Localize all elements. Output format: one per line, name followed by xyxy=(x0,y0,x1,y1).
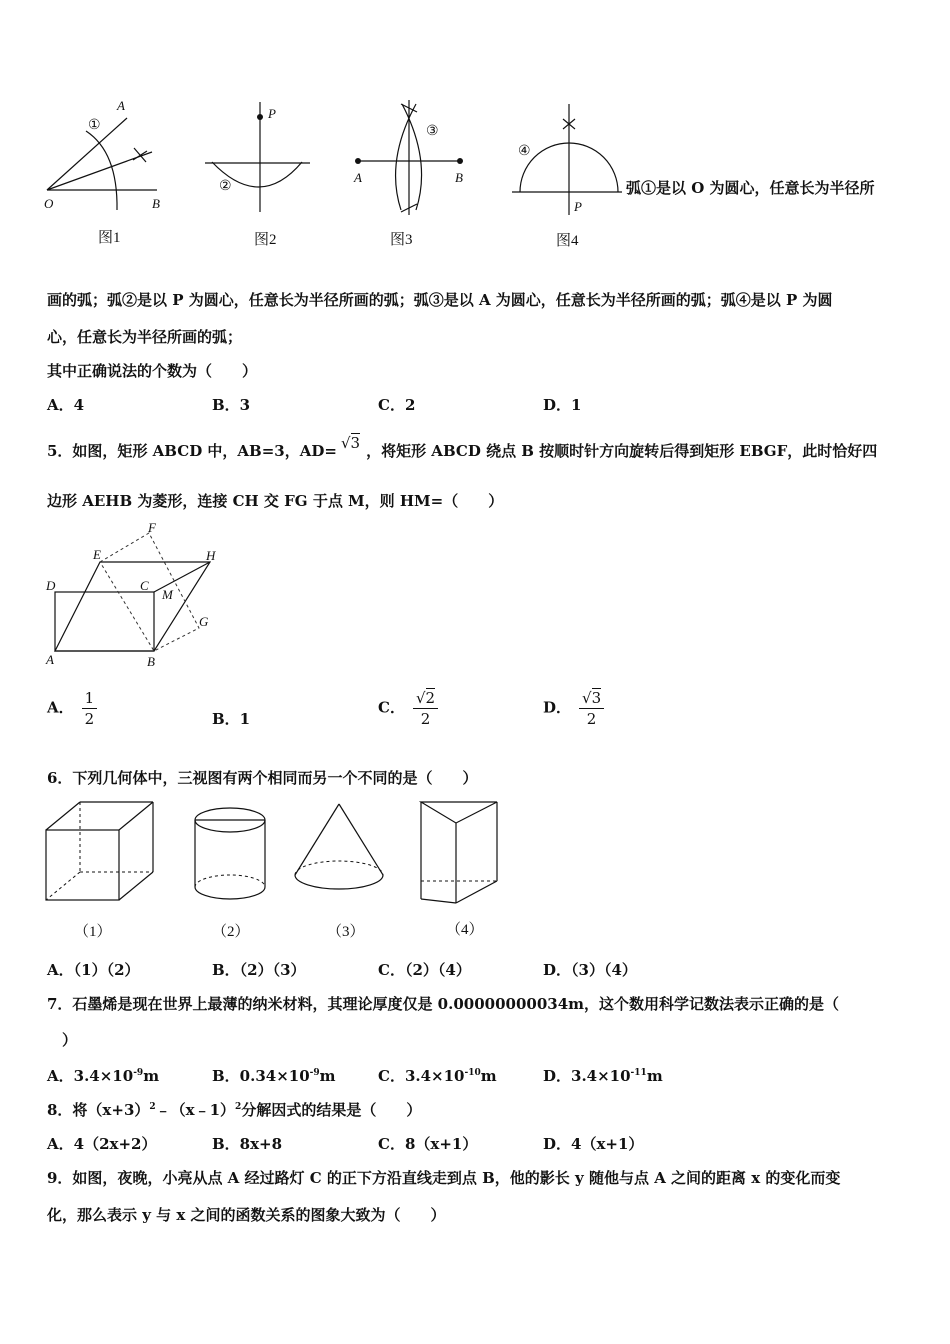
q4-text-line3: 心，任意长为半径所画的弧； xyxy=(47,328,243,346)
q5-label-h: H xyxy=(206,548,216,563)
q4-option-a[interactable]: A．4 xyxy=(47,396,85,414)
fig4-arc-mark: ④ xyxy=(518,144,531,159)
q5-label-m: M xyxy=(162,587,173,602)
prism-shape xyxy=(421,802,497,903)
q5-option-c-prefix: C． xyxy=(378,698,405,717)
q5-label-f: F xyxy=(148,520,156,535)
q9-line2: 化，那么表示 y 与 x 之间的函数关系的图象大致为（ ） xyxy=(47,1206,446,1224)
sqrt-sign-icon: √ xyxy=(415,689,426,707)
sqrt-sign-icon: √ xyxy=(582,689,592,707)
q7-option-b[interactable] xyxy=(212,1065,336,1086)
q7-option-c-exponent: -10 xyxy=(464,1068,481,1078)
fig2-caption: 图2 xyxy=(254,232,277,248)
q8-part-a: 8．将（x+3） xyxy=(47,1101,150,1119)
fig1-label-b: B xyxy=(152,196,160,211)
q5-option-a-prefix: A． xyxy=(47,698,74,717)
q5-label-c: C xyxy=(140,578,149,593)
sqrt-radicand: 3 xyxy=(591,689,602,707)
q7-option-b-unit: m xyxy=(319,1067,336,1085)
q6-option-d[interactable]: D．（3）（4） xyxy=(543,961,637,979)
q7-option-c-base: C．3.4×10 xyxy=(378,1067,465,1085)
q7-option-c-unit: m xyxy=(480,1067,497,1085)
denominator: 2 xyxy=(420,710,431,728)
q5-option-d-prefix: D． xyxy=(543,698,572,717)
fig3-label-a: A xyxy=(354,170,362,185)
q7-question-end: ） xyxy=(62,1031,78,1049)
q7-question: 7．石墨烯是现在世界上最薄的纳米材料，其理论厚度仅是 0.00000000034m，这个数用科学记数法表示正确的是（ xyxy=(47,995,840,1013)
q5-option-b[interactable]: B．1 xyxy=(212,710,251,728)
q8-option-b[interactable]: B．8x+8 xyxy=(212,1135,283,1153)
q7-option-d-unit: m xyxy=(646,1067,663,1085)
fig3-arc-mark: ③ xyxy=(426,124,439,139)
q4-question: 其中正确说法的个数为（ ） xyxy=(47,362,258,380)
cube-shape xyxy=(46,802,153,900)
q8-part-b: ﹣（x﹣1） xyxy=(155,1101,236,1119)
fig2-label-p: P xyxy=(268,106,276,121)
sqrt-sign-icon: √ xyxy=(340,434,351,452)
q7-option-d-base: D．3.4×10 xyxy=(543,1067,631,1085)
q4-option-b[interactable]: B．3 xyxy=(212,396,251,414)
q4-text-line1: 弧①是以 O 为圆心，任意长为半径所 xyxy=(626,179,875,197)
q6-option-b[interactable]: B．（2）（3） xyxy=(212,961,306,979)
q7-option-d-exponent: -11 xyxy=(630,1068,647,1078)
q8-option-a[interactable]: A．4（2x+2） xyxy=(47,1135,157,1153)
q9-line1: 9．如图，夜晚，小亮从点 A 经过路灯 C 的正下方沿直线走到点 B，他的影长 y 随他与点 A 之间的距离 x 的变化而变 xyxy=(47,1169,841,1187)
q8-option-c[interactable]: C．8（x+1） xyxy=(378,1135,478,1153)
q5-label-d: D xyxy=(46,578,56,593)
denominator: 2 xyxy=(586,710,597,728)
fig1-caption: 图1 xyxy=(98,230,121,246)
q6-caption-4: （4） xyxy=(446,922,484,938)
fig4-label-p: P xyxy=(574,199,582,214)
q6-option-c[interactable]: C．（2）（4） xyxy=(378,961,471,979)
fig3-caption: 图3 xyxy=(390,232,413,248)
cone-shape xyxy=(295,804,383,889)
numerator: 1 xyxy=(82,688,98,709)
fig1-label-o: O xyxy=(44,196,54,211)
fig2-arc-mark: ② xyxy=(219,179,232,194)
q7-option-a-unit: m xyxy=(143,1067,160,1085)
q5-label-e: E xyxy=(93,547,101,562)
fig1-label-a: A xyxy=(117,98,125,113)
q7-option-c[interactable] xyxy=(378,1065,497,1086)
q5-line1-end: ，将矩形 ABCD 绕点 B 按顺时针方向旋转后得到矩形 EBGF，此时恰好四 xyxy=(366,442,878,460)
sqrt-radicand: 2 xyxy=(425,689,436,707)
q5-label-a: A xyxy=(46,652,54,667)
q8-exponent-1: 2 xyxy=(149,1102,156,1112)
q4-option-d[interactable]: D．1 xyxy=(543,396,582,414)
q6-caption-2: （2） xyxy=(212,924,250,940)
q6-caption-1: （1） xyxy=(74,924,112,940)
q8-part-c: 分解因式的结果是（ ） xyxy=(241,1101,422,1119)
q6-question: 6．下列几何体中，三视图有两个相同而另一个不同的是（ ） xyxy=(47,769,478,787)
sqrt-radicand: 3 xyxy=(350,434,361,452)
cylinder-shape xyxy=(195,808,265,899)
q7-option-b-exponent: -9 xyxy=(309,1068,320,1078)
denominator: 2 xyxy=(84,710,95,728)
q7-option-a-exponent: -9 xyxy=(133,1068,144,1078)
q8-option-d[interactable]: D．4（x+1） xyxy=(543,1135,644,1153)
q7-option-a[interactable] xyxy=(47,1065,159,1086)
q6-caption-3: （3） xyxy=(327,924,365,940)
q5-label-g: G xyxy=(199,614,209,629)
q6-option-a[interactable]: A．（1）（2） xyxy=(47,961,140,979)
q8-question xyxy=(47,1099,421,1120)
q7-option-d[interactable] xyxy=(543,1065,663,1086)
q5-line1-start: 5．如图，矩形 ABCD 中，AB=3，AD= xyxy=(47,442,337,460)
fig3-label-b: B xyxy=(455,170,463,185)
q7-option-a-base: A．3.4×10 xyxy=(47,1067,134,1085)
q7-option-b-base: B．0.34×10 xyxy=(212,1067,310,1085)
q4-option-c[interactable]: C．2 xyxy=(378,396,416,414)
q5-line2: 边形 AEHB 为菱形，连接 CH 交 FG 于点 M，则 HM=（ ） xyxy=(47,492,504,510)
fig4-caption: 图4 xyxy=(556,233,579,249)
q4-text-line2: 画的弧；弧②是以 P 为圆心，任意长为半径所画的弧；弧③是以 A 为圆心，任意长为半径所画的弧；弧④是以 P 为圆 xyxy=(47,291,833,309)
fig1-arc-mark: ① xyxy=(88,118,101,133)
q5-label-b: B xyxy=(147,654,155,669)
q8-exponent-2: 2 xyxy=(235,1102,242,1112)
